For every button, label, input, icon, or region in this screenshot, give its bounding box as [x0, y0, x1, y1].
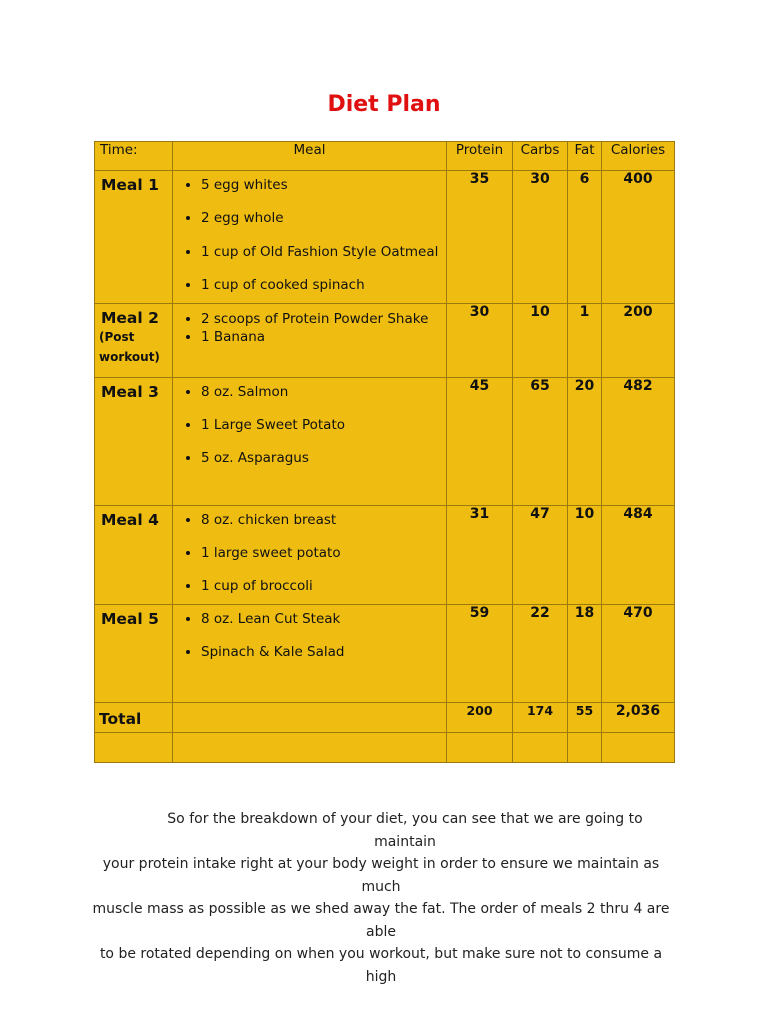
header-fat: Fat — [568, 142, 602, 171]
carbs-value: 10 — [513, 303, 568, 377]
header-time: Time: — [95, 142, 173, 171]
total-empty-cell — [173, 702, 447, 732]
empty-cell — [513, 732, 568, 762]
list-item: • 2 egg whole — [201, 202, 442, 236]
body-paragraph — [91, 808, 671, 988]
table-row — [95, 377, 675, 505]
list-item: • 1 cup of cooked spinach — [201, 269, 442, 303]
list-item: • 5 egg whites — [201, 174, 442, 196]
carbs-value: 30 — [513, 171, 568, 304]
calories-value: 482 — [602, 377, 675, 505]
page-title: Diet Plan — [327, 92, 441, 117]
list-item: • 1 cup of Old Fashion Style Oatmeal — [201, 236, 442, 270]
meal-items-cell — [173, 505, 447, 604]
meal-items-list — [177, 304, 442, 346]
list-item: • 8 oz. Lean Cut Steak — [201, 608, 442, 630]
list-item: • 5 oz. Asparagus — [201, 442, 442, 476]
header-calories: Calories — [602, 142, 675, 171]
carbs-value: 65 — [513, 377, 568, 505]
protein-value: 30 — [447, 303, 513, 377]
fat-value: 18 — [568, 604, 602, 702]
header-protein: Protein — [447, 142, 513, 171]
protein-value: 35 — [447, 171, 513, 304]
empty-row — [95, 732, 675, 762]
total-label: Total — [99, 709, 142, 728]
meal-label: Meal 2 — [101, 308, 159, 327]
meal-label-cell — [95, 505, 173, 604]
meal-items-list — [177, 605, 442, 670]
list-item: • 8 oz. chicken breast — [201, 509, 442, 531]
total-calories: 2,036 — [602, 702, 675, 732]
list-item: • 1 cup of broccoli — [201, 570, 442, 604]
calories-value: 400 — [602, 171, 675, 304]
meal-label-cell — [95, 303, 173, 377]
protein-value: 45 — [447, 377, 513, 505]
carbs-value: 22 — [513, 604, 568, 702]
meal-label: Meal 1 — [101, 176, 159, 194]
paragraph-line: to be rotated depending on when you workout, but make sure not to consume a high — [99, 946, 663, 985]
fat-value: 6 — [568, 171, 602, 304]
fat-value: 10 — [568, 505, 602, 604]
meal-label-cell — [95, 377, 173, 505]
meal-label: Meal 3 — [101, 382, 159, 401]
meal-items-cell — [173, 377, 447, 505]
table-row — [95, 604, 675, 702]
empty-cell — [95, 732, 173, 762]
empty-cell — [568, 732, 602, 762]
protein-value: 59 — [447, 604, 513, 702]
calories-value: 470 — [602, 604, 675, 702]
table-row — [95, 303, 675, 377]
meal-items-cell — [173, 303, 447, 377]
meal-label-cell — [95, 604, 173, 702]
total-fat: 55 — [568, 702, 602, 732]
total-label-cell — [95, 702, 173, 732]
header-meal: Meal — [173, 142, 447, 171]
empty-cell — [447, 732, 513, 762]
table-row — [95, 505, 675, 604]
meal-items-list — [177, 506, 442, 604]
meal-items-cell — [173, 604, 447, 702]
list-item: • 1 large sweet potato — [201, 537, 442, 571]
meal-label: Meal 5 — [101, 609, 159, 628]
carbs-value: 47 — [513, 505, 568, 604]
total-row — [95, 702, 675, 732]
header-carbs: Carbs — [513, 142, 568, 171]
fat-value: 20 — [568, 377, 602, 505]
total-protein: 200 — [447, 702, 513, 732]
paragraph-line: So for the breakdown of your diet, you can see that we are going to maintain — [167, 811, 643, 850]
table-header-row — [95, 142, 675, 171]
meal-items-cell — [173, 171, 447, 304]
meal-label: Meal 4 — [101, 510, 159, 529]
empty-cell — [173, 732, 447, 762]
meal-label-cell — [95, 171, 173, 304]
fat-value: 1 — [568, 303, 602, 377]
meal-items-list — [177, 378, 442, 476]
list-item: • 2 scoops of Protein Powder Shake — [201, 310, 442, 328]
list-item: • 1 Large Sweet Potato — [201, 409, 442, 443]
meal-sublabel: (Post workout) — [99, 329, 160, 364]
calories-value: 484 — [602, 505, 675, 604]
list-item: • 1 Banana — [201, 328, 442, 346]
diet-table — [94, 141, 675, 763]
empty-cell — [602, 732, 675, 762]
calories-value: 200 — [602, 303, 675, 377]
list-item: • Spinach & Kale Salad — [201, 636, 442, 670]
table-row — [95, 171, 675, 304]
paragraph-line: your protein intake right at your body weight in order to ensure we maintain as much — [102, 856, 660, 895]
paragraph-line: muscle mass as possible as we shed away the fat. The order of meals 2 thru 4 are able — [92, 901, 670, 940]
total-carbs: 174 — [513, 702, 568, 732]
list-item: • 8 oz. Salmon — [201, 381, 442, 403]
protein-value: 31 — [447, 505, 513, 604]
meal-items-list — [177, 171, 442, 303]
